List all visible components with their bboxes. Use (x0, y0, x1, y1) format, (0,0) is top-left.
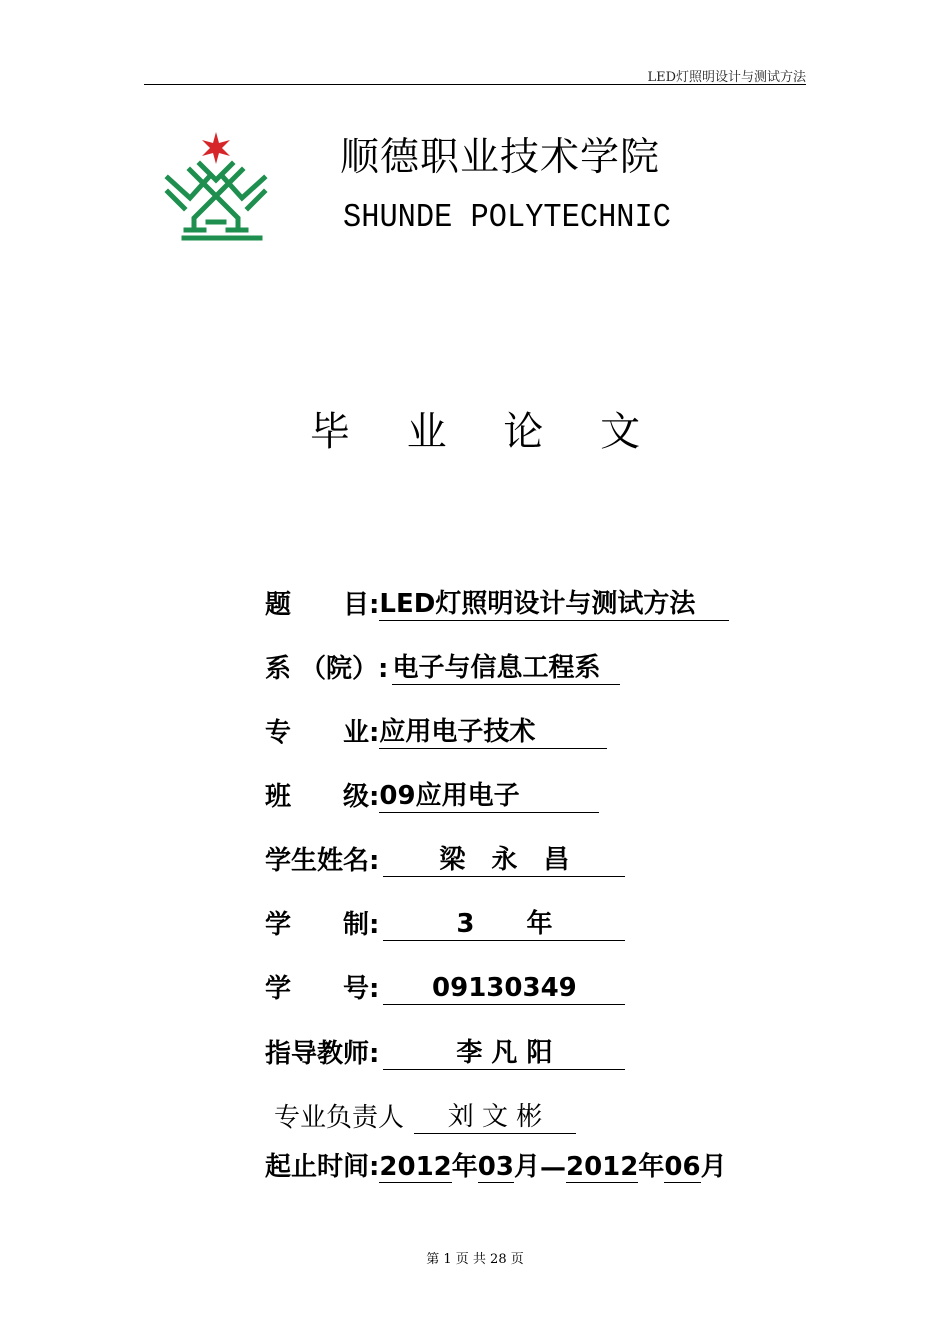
field-department-value: 电子与信息工程系 (392, 654, 620, 685)
field-head-value: 刘 文 彬 (414, 1103, 576, 1134)
field-student (265, 840, 625, 877)
field-advisor (265, 1033, 625, 1070)
period-start-year: 2012 (379, 1152, 452, 1183)
field-student-id (265, 968, 625, 1005)
logo-emblem-icon (168, 164, 264, 238)
document-title: 毕 业 论 文 (309, 409, 663, 455)
period-start-month: 03 (477, 1152, 514, 1183)
field-period-label: 起止时间: (265, 1152, 380, 1182)
field-major-label: 专 业: (265, 718, 380, 748)
field-student-value: 梁 永 昌 (383, 846, 625, 877)
school-name-en: SHUNDE POLYTECHNIC (343, 199, 671, 236)
field-class-value: 09应用电子 (379, 782, 599, 813)
field-topic (265, 584, 729, 621)
field-class-label: 班 级: (265, 782, 380, 812)
header-rule (144, 84, 806, 85)
period-end-year: 2012 (566, 1152, 639, 1183)
field-student-id-value: 09130349 (383, 974, 625, 1005)
field-department (265, 648, 620, 685)
field-period (265, 1146, 727, 1183)
page-footer: 第 1 页 共 28 页 (426, 1252, 524, 1267)
field-topic-label: 题 目: (265, 590, 380, 620)
field-class (265, 776, 599, 813)
period-year-char: 年 (451, 1152, 478, 1182)
running-header: LED灯照明设计与测试方法 (647, 70, 806, 85)
period-month-char: 月 (513, 1152, 540, 1182)
school-name-cn: 顺德职业技术学院 (340, 135, 661, 180)
field-student-label: 学生姓名: (265, 846, 380, 876)
field-advisor-label: 指导教师: (265, 1039, 380, 1069)
period-dash: — (540, 1153, 566, 1183)
field-topic-value: LED灯照明设计与测试方法 (379, 590, 729, 621)
field-head (274, 1097, 576, 1134)
field-duration-value: 3 年 (383, 910, 625, 941)
field-major (265, 712, 607, 749)
school-logo (160, 118, 290, 248)
field-major-value: 应用电子技术 (379, 718, 607, 749)
field-duration-label: 学 制: (265, 910, 380, 940)
field-head-label: 专业负责人 (274, 1103, 405, 1133)
period-end-month: 06 (664, 1152, 701, 1183)
field-duration (265, 904, 625, 941)
period-month-char-2: 月 (700, 1152, 727, 1182)
logo-star-icon (202, 132, 230, 164)
period-year-char-2: 年 (638, 1152, 665, 1182)
field-department-label: 系 （院）: (265, 654, 389, 684)
field-advisor-value: 李 凡 阳 (383, 1039, 625, 1070)
field-student-id-label: 学 号: (265, 974, 380, 1004)
